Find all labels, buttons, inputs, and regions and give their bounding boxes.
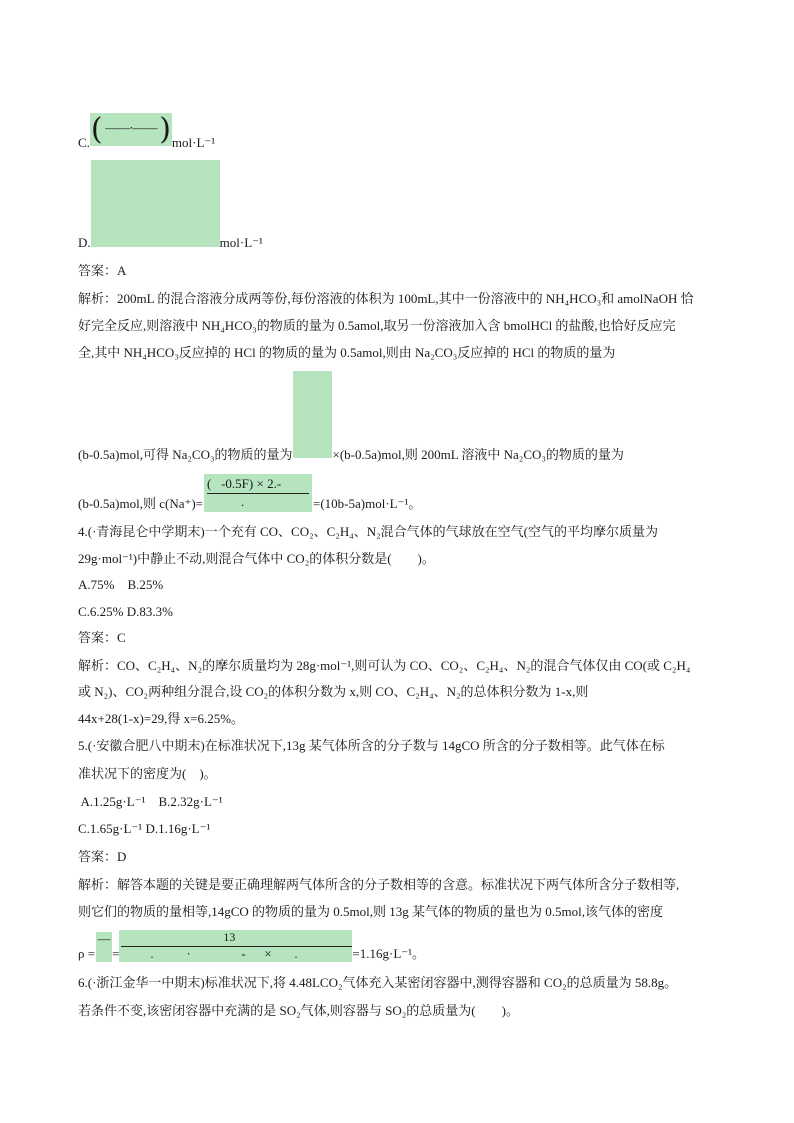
q5-analysis-line: 则它们的物质的量相等,14gCO 的物质的量为 0.5mol,则 13g 某气体的物质的量也为 0.5mol,该气体的密度 — [78, 904, 664, 919]
equals-sign: = — [112, 946, 120, 961]
option-d-formula-image — [91, 160, 220, 247]
q5-answer: 答案：D — [78, 849, 127, 864]
q4-analysis-line: 解析：CO、C₂H₄、N₂的摩尔质量均为 28g·mol⁻¹,则可认为 CO、CO₂、C₂H₄、N₂的混合气体仅由 CO(或 C₂H₄ — [78, 658, 691, 673]
q6-stem-line: 若条件不变,该密闭容器中充满的是 SO₂气体,则容器与 SO₂的总质量为( )。 — [78, 1003, 519, 1018]
option-c-formula-image — [90, 113, 172, 146]
formula-middle: ——·—— — [105, 119, 157, 135]
q3-na2co3-text-before: (b-0.5a)mol,可得 Na₂CO₃的物质的量为 — [78, 447, 293, 462]
option-c-label: C. — [78, 135, 90, 150]
q4-analysis-line: 或 N₂)、CO₂两种组分混合,设 CO₂的体积分数为 x,则 CO、C₂H₄、N₂的总体积分数为 1-x,则 — [78, 684, 589, 699]
q5-stem-line: 准状况下的密度为( )。 — [78, 766, 217, 781]
q4-options-line: C.6.25% D.83.3% — [78, 604, 173, 619]
na2co3-fraction-image — [293, 371, 332, 458]
fraction-denominator-token: - — [241, 946, 246, 961]
q4-analysis-line: 44x+28(1-x)=29,得 x=6.25%。 — [78, 711, 245, 726]
q3-analysis-line: 好完全反应,则溶液中 NH₄HCO₃的物质的量为 0.5amol,取另一份溶液加入含 bmolHCl 的盐酸,也恰好反应完 — [78, 318, 676, 333]
q3-analysis-line: 全,其中 NH₄HCO₃反应掉的 HCl 的物质的量为 0.5amol,则由 Na₂CO₃反应掉的 HCl 的物质的量为 — [78, 345, 616, 360]
q5-analysis-line: 解析：解答本题的关键是要正确理解两气体所含的分子数相等的含意。标准状况下两气体所含分子数相等, — [78, 877, 680, 892]
formula-close-paren: ) — [159, 112, 171, 147]
fraction-denominator-token: . — [150, 946, 154, 961]
fraction-numerator: 13 — [223, 930, 236, 944]
q6-stem-line: 6.(·浙江金华一中期末)标准状况下,将 4.48LCO₂气体充入某密闭容器中,测得容器和 CO₂的总质量为 58.8g。 — [78, 975, 678, 990]
q4-stem-line: 4.(·青海昆仑中学期末)一个充有 CO、CO₂、C₂H₄、N₂混合气体的气球放在空气(空气的平均摩尔质量为 — [78, 524, 659, 539]
q5-options-line: A.1.25g·L⁻¹ B.2.32g·L⁻¹ — [78, 794, 223, 809]
q3-na2co3-text-after: ×(b-0.5a)mol,则 200mL 溶液中 Na₂CO₃的物质的量为 — [332, 447, 624, 462]
option-d-unit: mol·L⁻¹ — [219, 235, 263, 250]
fraction-denominator-token: · — [186, 946, 191, 961]
option-d — [78, 160, 263, 250]
q5-options-line: C.1.65g·L⁻¹ D.1.16g·L⁻¹ — [78, 821, 211, 836]
density-small-fraction-image — [96, 932, 112, 962]
q4-options-line: A.75% B.25% — [78, 577, 164, 592]
formula-open-paren: ( — [90, 112, 103, 147]
rho-symbol: ρ = — [78, 946, 96, 961]
density-result: =1.16g·L⁻¹。 — [352, 946, 426, 961]
fraction-numerator: ( -0.5F) × 2.- — [207, 476, 282, 491]
density-fraction-image — [119, 930, 352, 962]
q3-concentration-text-before: (b-0.5a)mol,则 c(Na⁺)= — [78, 496, 204, 511]
q3-na2co3-line — [78, 371, 624, 462]
fraction-bar — [121, 946, 352, 947]
q3-answer: 答案：A — [78, 263, 127, 278]
option-c-unit: mol·L⁻¹ — [171, 135, 216, 150]
q3-concentration-line — [78, 474, 421, 512]
fraction-bar — [207, 493, 309, 494]
q5-density-line — [78, 930, 425, 962]
option-c — [78, 112, 216, 150]
q3-analysis-line: 解析：200mL 的混合溶液分成两等份,每份溶液的体积为 100mL,其中一份溶液中的 NH₄HCO₃和 amolNaOH 恰 — [78, 291, 694, 306]
fraction-denominator: . — [241, 494, 245, 509]
option-d-label: D. — [78, 235, 91, 250]
q4-answer: 答案：C — [78, 630, 126, 645]
q5-stem-line: 5.(·安徽合肥八中期末)在标准状况下,13g 某气体所含的分子数与 14gCO 所含的分子数相等。此气体在标 — [78, 738, 665, 753]
small-fraction-numerator: — — [97, 931, 111, 946]
q3-concentration-text-after: =(10b-5a)mol·L⁻¹。 — [313, 496, 422, 511]
fraction-denominator-token: × — [264, 946, 272, 961]
q4-stem-line: 29g·mol⁻¹)中静止不动,则混合气体中 CO₂的体积分数是( )。 — [78, 551, 435, 566]
concentration-fraction-image — [204, 474, 312, 512]
fraction-denominator-token: . — [294, 946, 298, 961]
